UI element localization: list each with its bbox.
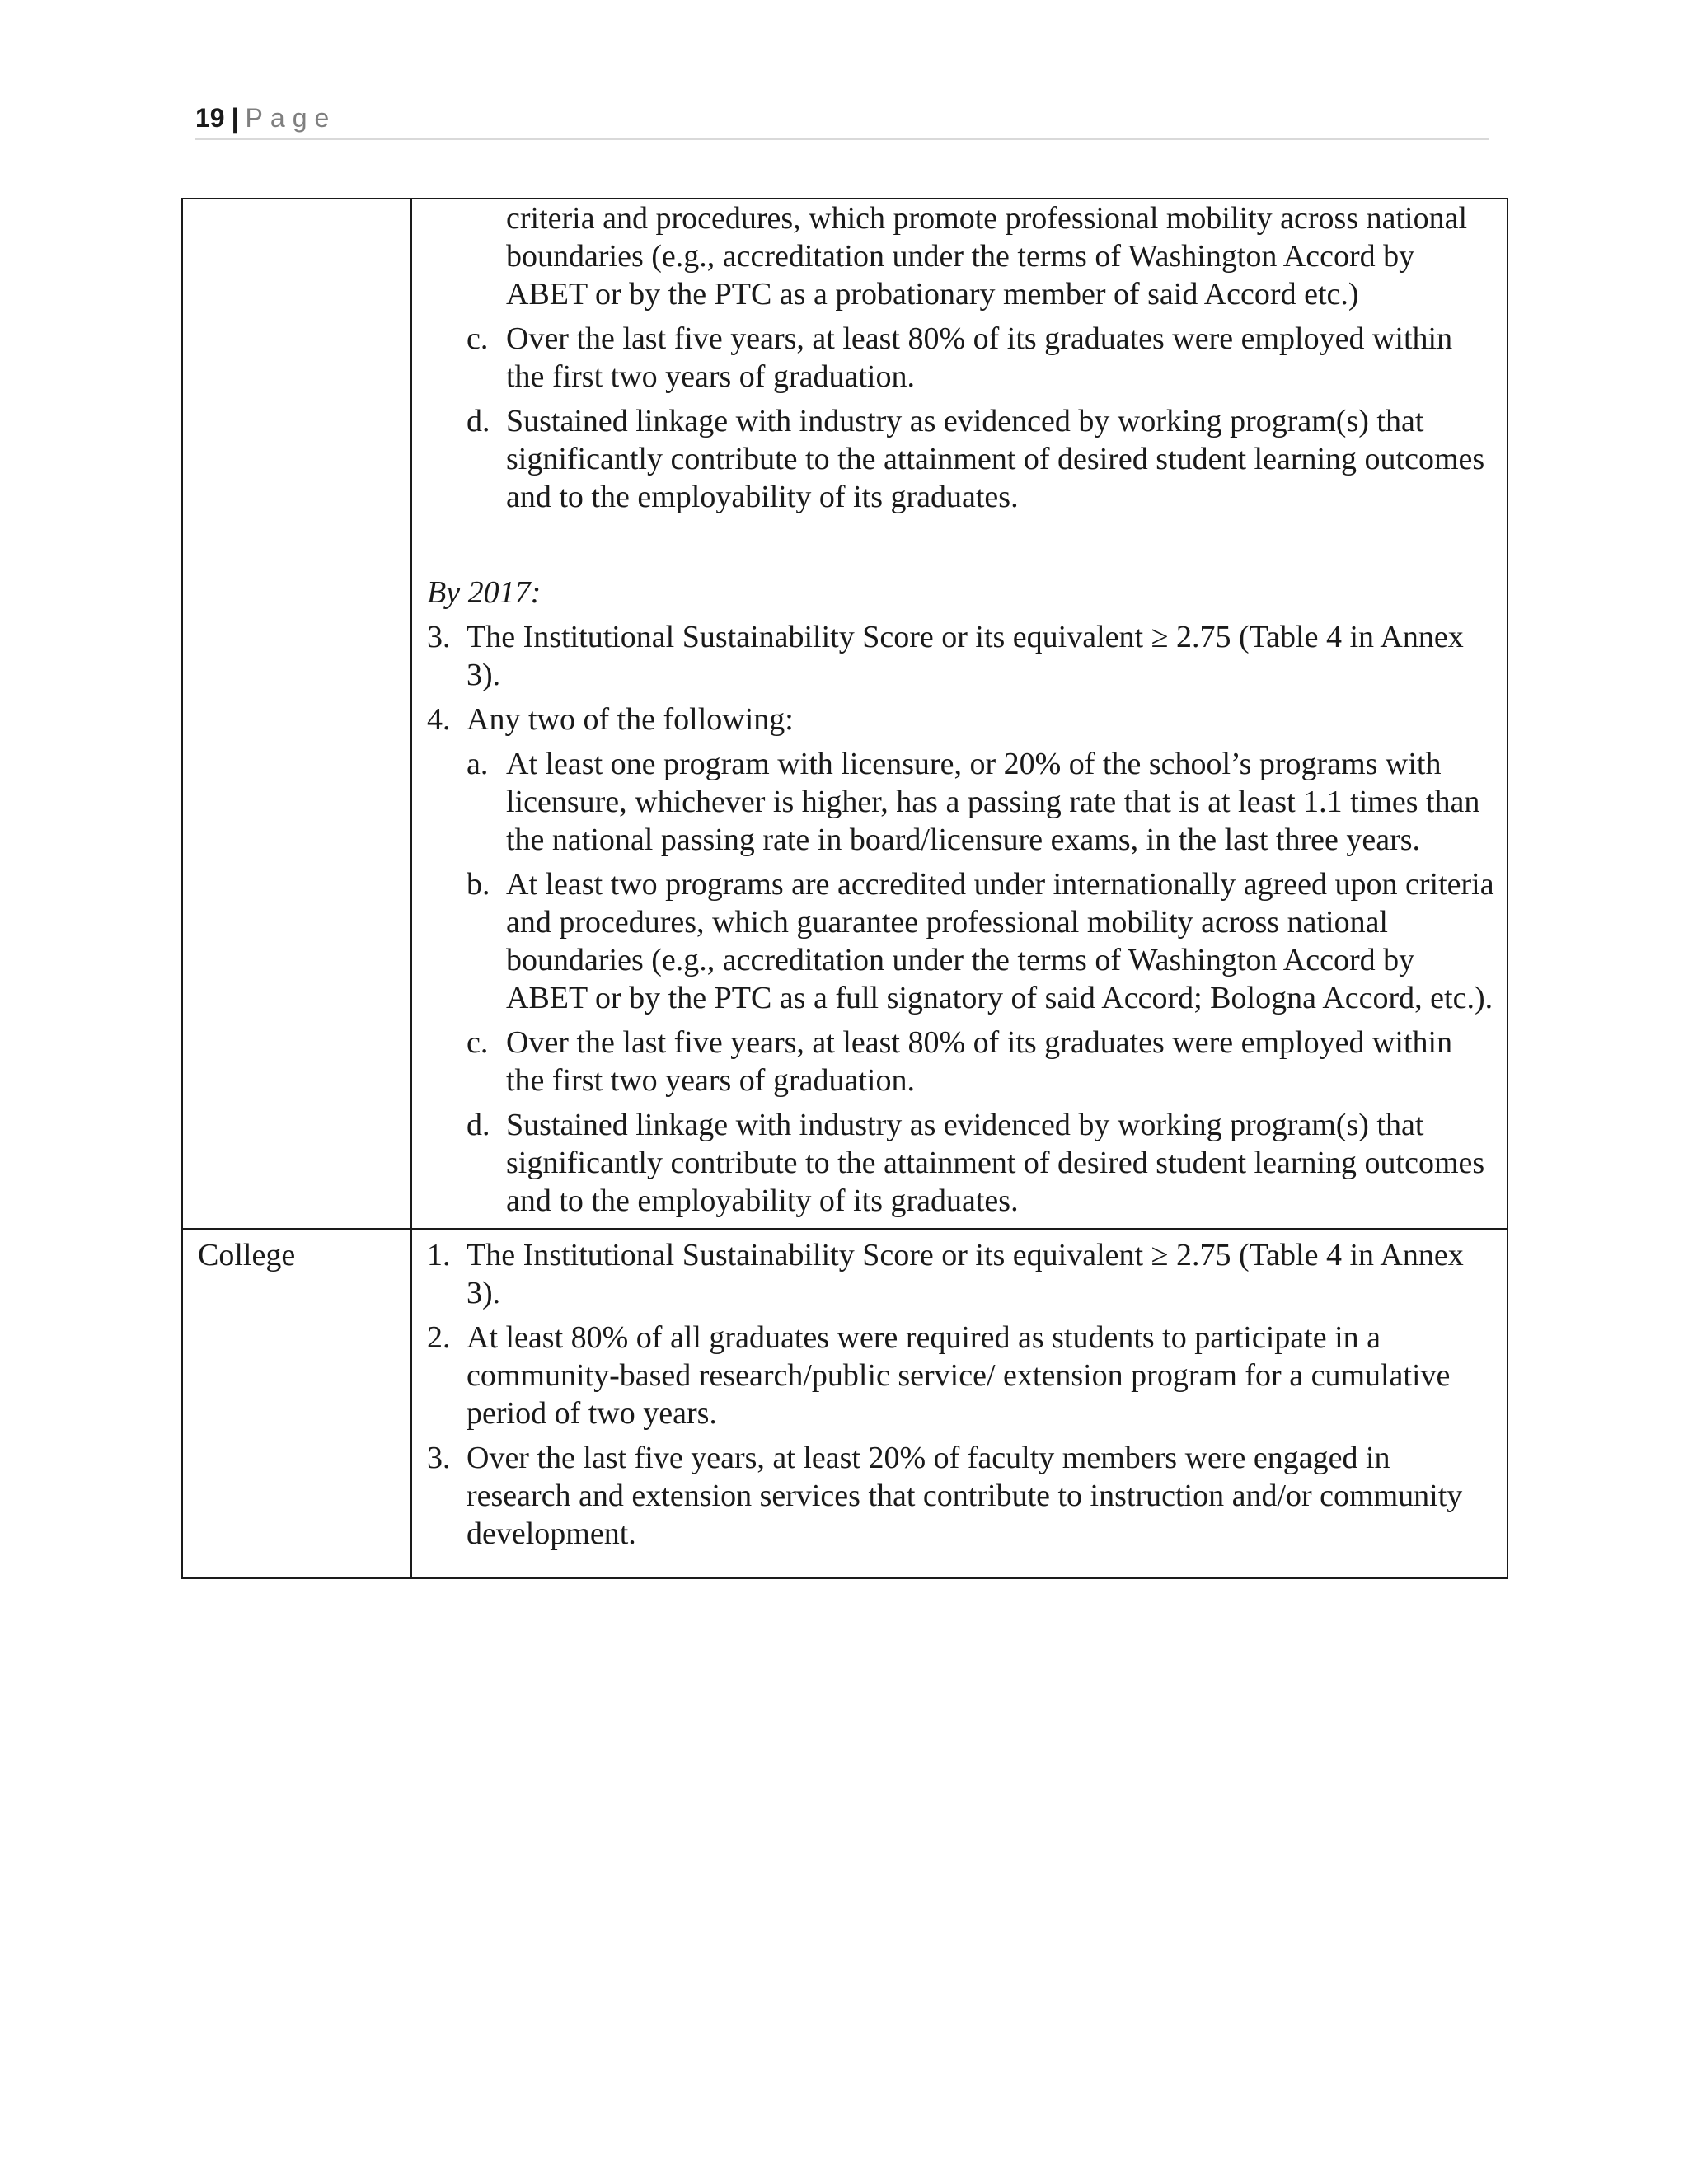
- item-text: The Institutional Sustainability Score or its equivalent ≥ 2.75 (Table 4 in Annex 3).: [467, 620, 1464, 692]
- table-row: [182, 1229, 1507, 1578]
- item-label: 3.: [427, 620, 451, 654]
- list-item: [467, 320, 1495, 396]
- item-label: b.: [467, 867, 490, 902]
- continuation-block: [427, 199, 1495, 313]
- continuation-text: criteria and procedures, which promote professional mobility across national boundaries (e.g., accreditation under the terms of Washington Accord by ABET or by the PTC as a probationary member of said Accord etc.): [506, 201, 1468, 312]
- item-label: 2.: [427, 1320, 451, 1355]
- list-item: [427, 1439, 1495, 1553]
- item-label: 1.: [427, 1238, 451, 1272]
- page-header: [195, 97, 1489, 140]
- item-label: c.: [467, 1025, 489, 1060]
- criteria-cell: [411, 1229, 1507, 1578]
- sub-list: [427, 745, 1495, 1220]
- level-cell: [182, 1229, 411, 1578]
- level-label: College: [198, 1238, 296, 1272]
- list-item: [427, 1236, 1495, 1312]
- item-text: At least one program with licensure, or 20% of the school’s programs with licensure, whichever is higher, has a passing rate that is at least 1.1 times than the national passing rate in board/licensure exams, in the last three years.: [506, 747, 1480, 857]
- page-number: 19: [195, 103, 225, 133]
- item-text: Sustained linkage with industry as evidenced by working program(s) that significantly contribute to the attainment of desired student learning outcomes and to the employability of its graduates.: [506, 1108, 1485, 1218]
- spacer: [427, 523, 1495, 574]
- item-text: At least 80% of all graduates were required as students to participate in a community-based research/public service/ extension program for a cumulative period of two years.: [467, 1320, 1451, 1431]
- item-text: Sustained linkage with industry as evidenced by working program(s) that significantly contribute to the attainment of desired student learning outcomes and to the employability of its graduates.: [506, 404, 1485, 514]
- criteria-table: [181, 198, 1508, 1579]
- item-label: c.: [467, 321, 489, 356]
- page-label: Page: [245, 103, 337, 133]
- list-item: [427, 618, 1495, 694]
- list-item: [467, 402, 1495, 516]
- item-label: d.: [467, 1108, 490, 1142]
- item-text: The Institutional Sustainability Score or its equivalent ≥ 2.75 (Table 4 in Annex 3).: [467, 1238, 1464, 1310]
- list-item: [427, 701, 1495, 738]
- header-separator: |: [231, 103, 239, 133]
- list-item: [467, 1024, 1495, 1099]
- item-label: a.: [467, 747, 489, 781]
- item-label: 4.: [427, 702, 451, 737]
- by-2017-heading: By 2017:: [427, 575, 542, 610]
- item-text: Over the last five years, at least 80% of its graduates were employed within the first two years of graduation.: [506, 1025, 1453, 1098]
- list-item: [467, 1106, 1495, 1220]
- item-text: At least two programs are accredited under internationally agreed upon criteria and procedures, which guarantee professional mobility across national boundaries (e.g., accreditation under the terms of Washington Accord by ABET or by the PTC as a full signatory of said Accord; Bologna Accord, etc.).: [506, 867, 1494, 1015]
- item-label: d.: [467, 404, 490, 438]
- item-text: Any two of the following:: [467, 702, 794, 737]
- table-row: [182, 199, 1507, 1229]
- criteria-cell: [411, 199, 1507, 1229]
- level-cell: [182, 199, 411, 1229]
- list-item: [467, 745, 1495, 859]
- list-item: [427, 1319, 1495, 1432]
- item-text: Over the last five years, at least 80% of its graduates were employed within the first two years of graduation.: [506, 321, 1453, 394]
- sub-list-top: [427, 320, 1495, 516]
- list-item: [467, 865, 1495, 1017]
- item-label: 3.: [427, 1441, 451, 1475]
- item-text: Over the last five years, at least 20% of faculty members were engaged in research and extension services that contribute to instruction and/or community development.: [467, 1441, 1463, 1551]
